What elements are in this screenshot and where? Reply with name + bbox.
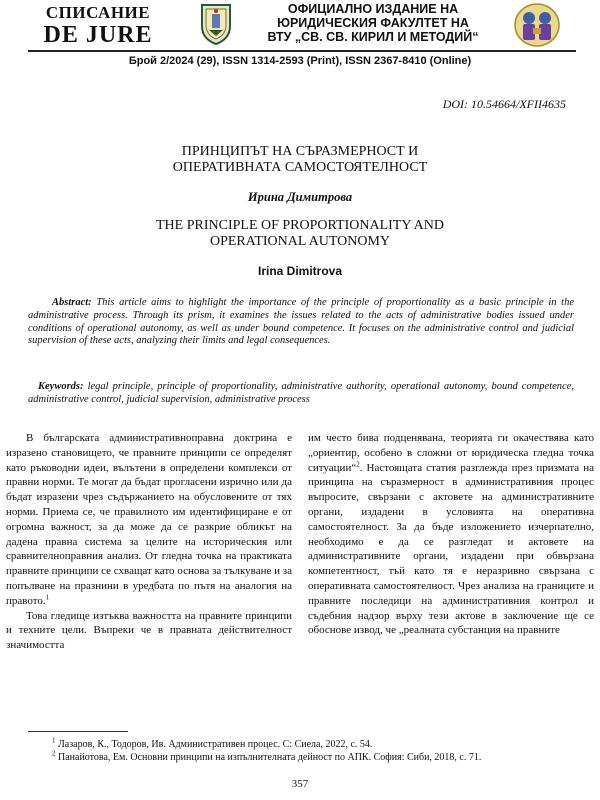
university-crest-icon xyxy=(198,2,234,46)
keywords-text: legal principle, principle of proportionality, administrative authority, operational autonomy, bound competence, administrative control, judicial supervision, administrative process xyxy=(28,381,574,405)
footnote-ref: 1 xyxy=(45,593,50,602)
title-bg-line1: ПРИНЦИПЪТ НА СЪРАЗМЕРНОСТ И xyxy=(181,144,419,159)
footnote-divider xyxy=(28,731,128,732)
keywords-label: Keywords: xyxy=(38,381,84,392)
saints-emblem-icon xyxy=(513,2,561,48)
doi: DOI: 10.54664/XFII4635 xyxy=(442,97,566,111)
page-number: 357 xyxy=(291,778,309,790)
title-english xyxy=(0,218,600,250)
body-column-left xyxy=(6,431,292,653)
title-en-line2: OPERATIONAL AUTONOMY xyxy=(209,234,391,249)
title-bg-line2: ОПЕРАТИВНАТА САМОСТОЯТЕЛНОСТ xyxy=(172,160,428,175)
official-line2: ЮРИДИЧЕСКИЯ ФАКУЛТЕТ НА xyxy=(277,16,469,30)
body-paragraph: им често бива подценявана, теорията ги окачествява като „ориентир, особено в сложни от юридическа гледна точка ситуации“$^2$. Настоящата статия разглежда през призмата на принципа на съразмерност в административния процес въпросите, свързани с актовете на административните органи, издадени в условията на оперативна самостоятелност. За да бъде изложението изчерпателно, необходимо е да се разгледат и актовете на административните органи, издадени при обвързана компетентност, тъй като тя е неразривно свързана с оперативната самостоятелност. Чрез анализа на границите и правните последици на административния контрол и съдебния надзор върху тези актове в заключение ще се обоснове извод, че „реалната субстанция на правните xyxy=(308,432,594,637)
abstract-label: Abstract: xyxy=(52,297,92,308)
footnote-ref: 2 xyxy=(356,459,360,468)
journal-name-line2: DE JURE xyxy=(43,22,153,48)
journal-name-line1: СПИСАНИЕ xyxy=(45,3,151,22)
official-publication-text xyxy=(238,2,508,44)
header-divider xyxy=(28,50,576,52)
issue-info: Брой 2/2024 (29), ISSN 1314-2593 (Print), ISSN 2367-8410 (Online) xyxy=(128,55,472,67)
footnotes xyxy=(6,738,594,764)
footnote-1: $^1$ Лазаров, К., Тодоров, Ив. Административен процес. С: Сиела, 2022, с. 54. xyxy=(52,736,373,750)
journal-name xyxy=(28,4,168,47)
official-line3: ВТУ „СВ. СВ. КИРИЛ И МЕТОДИЙ“ xyxy=(267,30,479,44)
keywords xyxy=(28,381,574,407)
author-english: Irina Dimitrova xyxy=(257,264,343,278)
title-bulgarian xyxy=(0,144,600,176)
official-line1: ОФИЦИАЛНО ИЗДАНИЕ НА xyxy=(287,2,459,16)
body-paragraph: В българската административноправна доктрина е изразено становището, че правните принципи се определят като ръководни идеи, вълътени в определени комплекси от правни норми. Те могат да бъдат прогласени изрично или да бъдат изразени чрез съдържанието на обусловените от тях норми. Приема се, че правилното им идентифициране е от огромна важност, за да може да се разкрие обликът на дадена правна система за целите на историческия или сравнителноправния анализ. От гледна точка на практиката правните принципи се схващат като основа за тълкуване и за попълване на празнини в уредбата по пътя на аналогия на правото.$^1$ xyxy=(6,432,292,607)
abstract-text: This article aims to highlight the importance of the principle of proportionality as a basic principle in the administrative process. Through its prism, it examines the issues related to the acts of administrative bodies issued under conditions of operational autonomy, as well as under bound competence. It focuses on the administrative control and judicial supervision of these acts, analyzing their limits and legal consequences. xyxy=(28,297,574,347)
abstract xyxy=(28,297,574,348)
body-paragraph: Това гледище изтъква важността на правните принципи и техните цели. Въпреки че в правната действителност значимостта xyxy=(6,609,292,652)
author-bulgarian: Ирина Димитрова xyxy=(247,190,353,204)
journal-header xyxy=(0,0,600,56)
body-column-right xyxy=(308,431,594,638)
footnote-2: $^2$ Панайотова, Ем. Основни принципи на изпълнителната дейност по АПК. София: Сиби, 2018, с. 71. xyxy=(52,749,482,763)
title-en-line1: THE PRINCIPLE OF PROPORTIONALITY AND xyxy=(156,218,444,233)
